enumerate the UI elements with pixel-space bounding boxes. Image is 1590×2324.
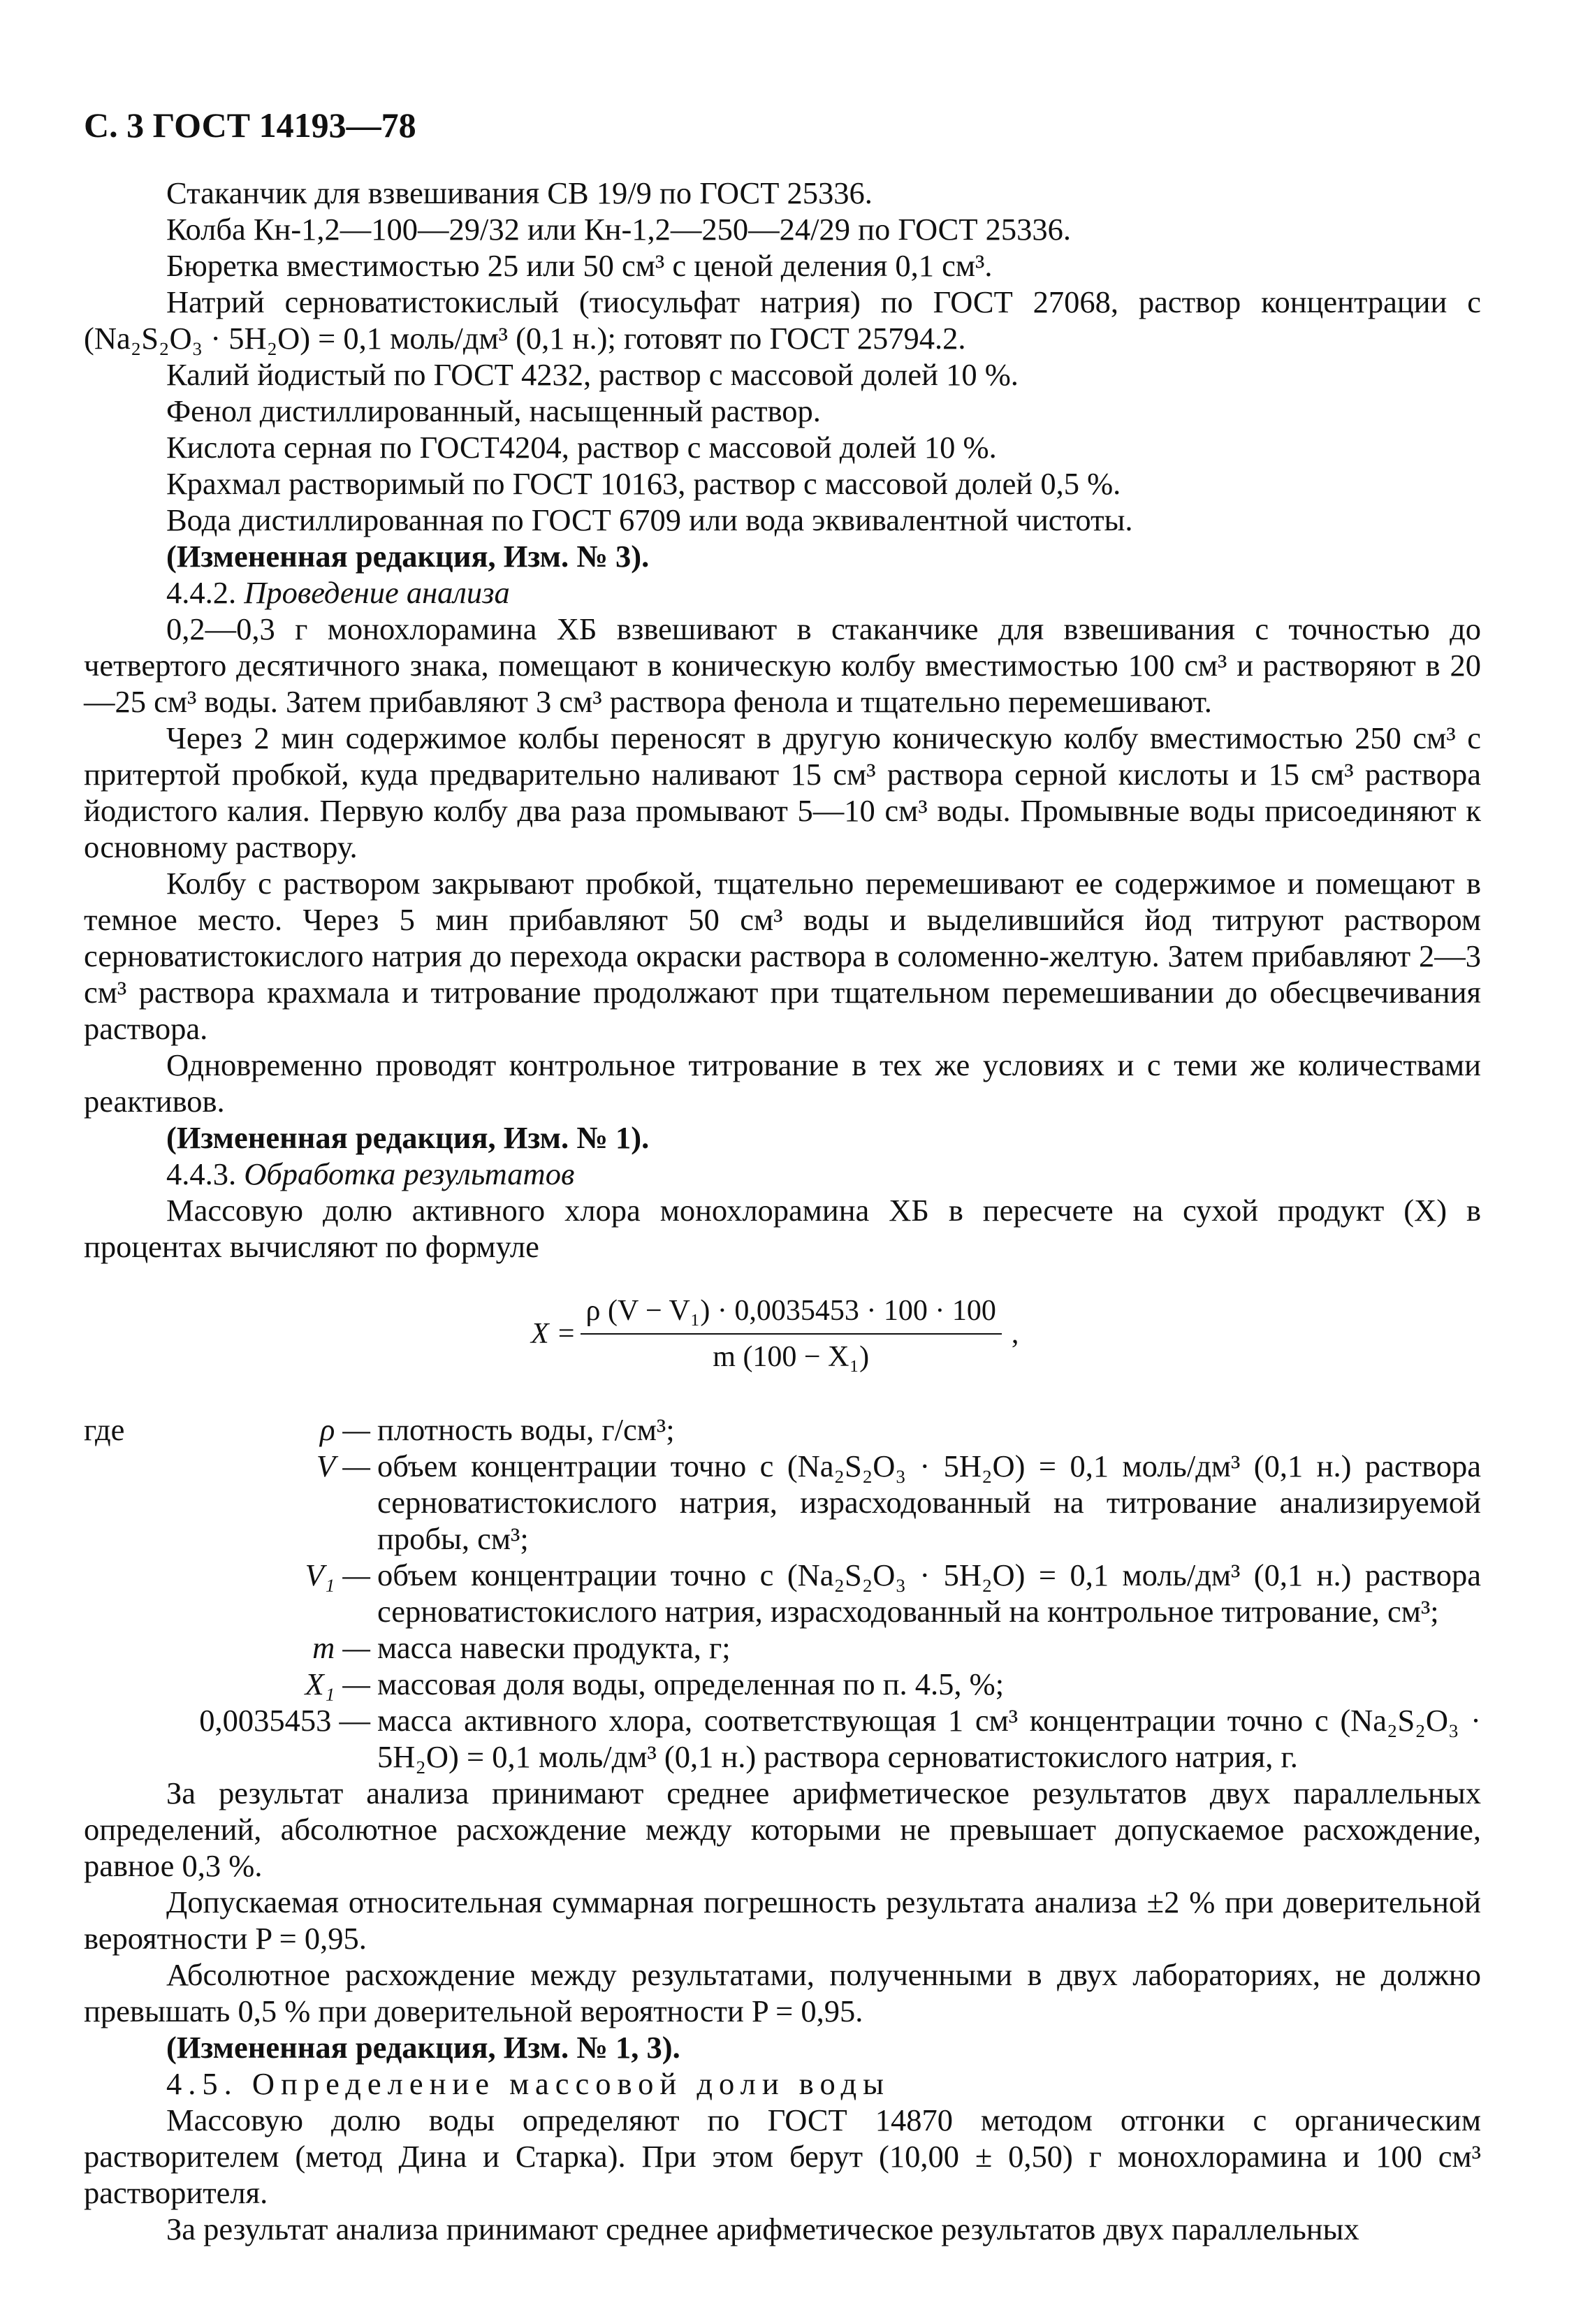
definition-item xyxy=(84,1411,1481,1448)
definition-symbol: X₁ — xyxy=(305,1666,370,1701)
definition-item xyxy=(84,1557,1481,1629)
paragraph: Через 2 мин содержимое колбы переносят в другую коническую колбу вместимостью 250 см³ с притертой пробкой, куда предварительно наливают 15 см³ раствора серной кислоты и 15 см³ раствора йодистого калия. Первую колбу два раза промывают 5—10 см³ воды. Промывные воды присоединяют к основному раствору. xyxy=(84,720,1481,864)
paragraph: Одновременно проводят контрольное титрование в тех же условиях и с теми же количествами реактивов. xyxy=(84,1047,1481,1119)
paragraph: Крахмал растворимый по ГОСТ 10163, раствор с массовой долей 0,5 %. xyxy=(166,466,1121,501)
section-heading-4-4-2 xyxy=(84,574,1481,611)
paragraph: Допускаемая относительная суммарная погрешность результата анализа ±2 % при доверительной вероятности P = 0,95. xyxy=(84,1884,1481,1956)
definition-text: масса активного хлора, соответствующая 1 см³ концентрации точно c (Na₂S₂O₃ · 5H₂O) = 0,1 моль/дм³ (0,1 н.) раствора серноватистокислого натрия, г. xyxy=(377,1703,1481,1774)
formula-fraction xyxy=(581,1293,1002,1375)
paragraph: Вода дистиллированная по ГОСТ 6709 или вода эквивалентной чистоты. xyxy=(166,502,1133,537)
paragraph: Колба Кн-1,2—100—29/32 или Кн-1,2—250—24/29 по ГОСТ 25336. xyxy=(166,212,1072,247)
paragraph: Стаканчик для взвешивания СВ 19/9 по ГОСТ 25336. xyxy=(166,175,873,210)
section-number: 4.4.3. xyxy=(166,1156,237,1191)
paragraph: За результат анализа принимают среднее арифметическое результатов двух параллельных определений, абсолютное расхождение между которыми не превышает допускаемое расхождение, равное 0,3 %. xyxy=(84,1775,1481,1883)
definition-symbol: ρ — xyxy=(319,1412,370,1447)
amendment-note: (Измененная редакция, Изм. № 1, 3). xyxy=(166,2030,680,2065)
defs-lead: где xyxy=(84,1412,125,1447)
paragraph: 0,2—0,3 г монохлорамина ХБ взвешивают в стаканчике для взвешивания с точностью до четвертого десятичного знака, помещают в коническую колбу вместимостью 100 см³ и растворяют в 20—25 см³ воды. Затем прибавляют 3 см³ раствора фенола и тщательно перемешивают. xyxy=(84,611,1481,719)
paragraph: Бюретка вместимостью 25 или 50 см³ с ценой деления 0,1 см³. xyxy=(166,248,993,283)
paragraph: Массовую долю активного хлора монохлорамина ХБ в пересчете на сухой продукт (X) в процентах вычисляют по формуле xyxy=(84,1193,1481,1264)
amendment-note: (Измененная редакция, Изм. № 1). xyxy=(166,1120,650,1155)
formula xyxy=(531,1293,1019,1375)
paragraph: Массовую долю воды определяют по ГОСТ 14870 методом отгонки с органическим растворителем (метод Дина и Старка). При этом берут (10,00 ± 0,50) г монохлорамина и 100 см³ растворителя. xyxy=(84,2103,1481,2210)
definition-item xyxy=(84,1666,1481,1702)
definition-item xyxy=(84,1448,1481,1557)
amendment-note: (Измененная редакция, Изм. № 3). xyxy=(166,539,650,574)
paragraph: За результат анализа принимают среднее арифметическое результатов двух параллельных xyxy=(166,2212,1359,2246)
definition-symbol: 0,0035453 — xyxy=(199,1703,370,1738)
paragraph: Фенол дистиллированный, насыщенный раствор. xyxy=(166,393,821,428)
paragraph: Калий йодистый по ГОСТ 4232, раствор с массовой долей 10 %. xyxy=(166,357,1019,392)
definition-text: объем концентрации точно c (Na₂S₂O₃ · 5H₂O) = 0,1 моль/дм³ (0,1 н.) раствора серноватистокислого натрия, израсходованный на титрование анализируемой пробы, см³; xyxy=(377,1448,1481,1556)
definition-text: масса навески продукта, г; xyxy=(377,1630,731,1665)
definition-text: объем концентрации точно c (Na₂S₂O₃ · 5H₂O) = 0,1 моль/дм³ (0,1 н.) раствора серноватистокислого натрия, израсходованный на контрольное титрование, см³; xyxy=(377,1557,1481,1629)
formula-numerator: ρ (V − V₁) · 0,0035453 · 100 · 100 xyxy=(581,1293,1002,1335)
paragraph: Кислота серная по ГОСТ4204, раствор с массовой долей 10 %. xyxy=(166,430,997,465)
formula-lhs: X = xyxy=(531,1318,576,1350)
section-heading-4-5: 4.5. Определение массовой доли воды xyxy=(166,2066,891,2101)
formula-block xyxy=(84,1286,1481,1390)
document-body xyxy=(84,175,1481,2247)
section-title: Обработка результатов xyxy=(244,1156,575,1191)
definition-symbol: V₁ — xyxy=(305,1557,370,1592)
section-heading-4-4-3 xyxy=(84,1156,1481,1192)
paragraph: Колбу с раствором закрывают пробкой, тщательно перемешивают ее содержимое и помещают в темное место. Через 5 мин прибавляют 50 см³ воды и выделившийся йод титруют раствором серноватистокислого натрия до перехода окраски раствора в соломенно-желтую. Затем прибавляют 2—3 см³ раствора крахмала и титрование продолжают при тщательном перемешивании до обесцвечивания раствора. xyxy=(84,866,1481,1046)
definition-symbol: V — xyxy=(316,1448,370,1483)
definition-text: плотность воды, г/см³; xyxy=(377,1412,675,1447)
definition-text: массовая доля воды, определенная по п. 4.5, %; xyxy=(377,1666,1005,1701)
formula-denominator: m (100 − X₁) xyxy=(713,1341,870,1373)
paragraph: Абсолютное расхождение между результатами, полученными в двух лабораториях, не должно превышать 0,5 % при доверительной вероятности P = 0,95. xyxy=(84,1957,1481,2028)
definition-item xyxy=(84,1629,1481,1666)
section-number: 4.4.2. xyxy=(166,575,237,610)
definition-item xyxy=(84,1702,1481,1775)
definition-symbol: m — xyxy=(312,1630,370,1665)
paragraph: Натрий серноватистокислый (тиосульфат натрия) по ГОСТ 27068, раствор концентрации c (Na₂S₂O₃ · 5H₂O) = 0,1 моль/дм³ (0,1 н.); готовят по ГОСТ 25794.2. xyxy=(84,284,1481,356)
page-header: С. 3 ГОСТ 14193—78 xyxy=(84,106,416,145)
section-title: Проведение анализа xyxy=(244,575,510,610)
definitions-list xyxy=(84,1411,1481,1775)
formula-trail: , xyxy=(1011,1318,1019,1350)
